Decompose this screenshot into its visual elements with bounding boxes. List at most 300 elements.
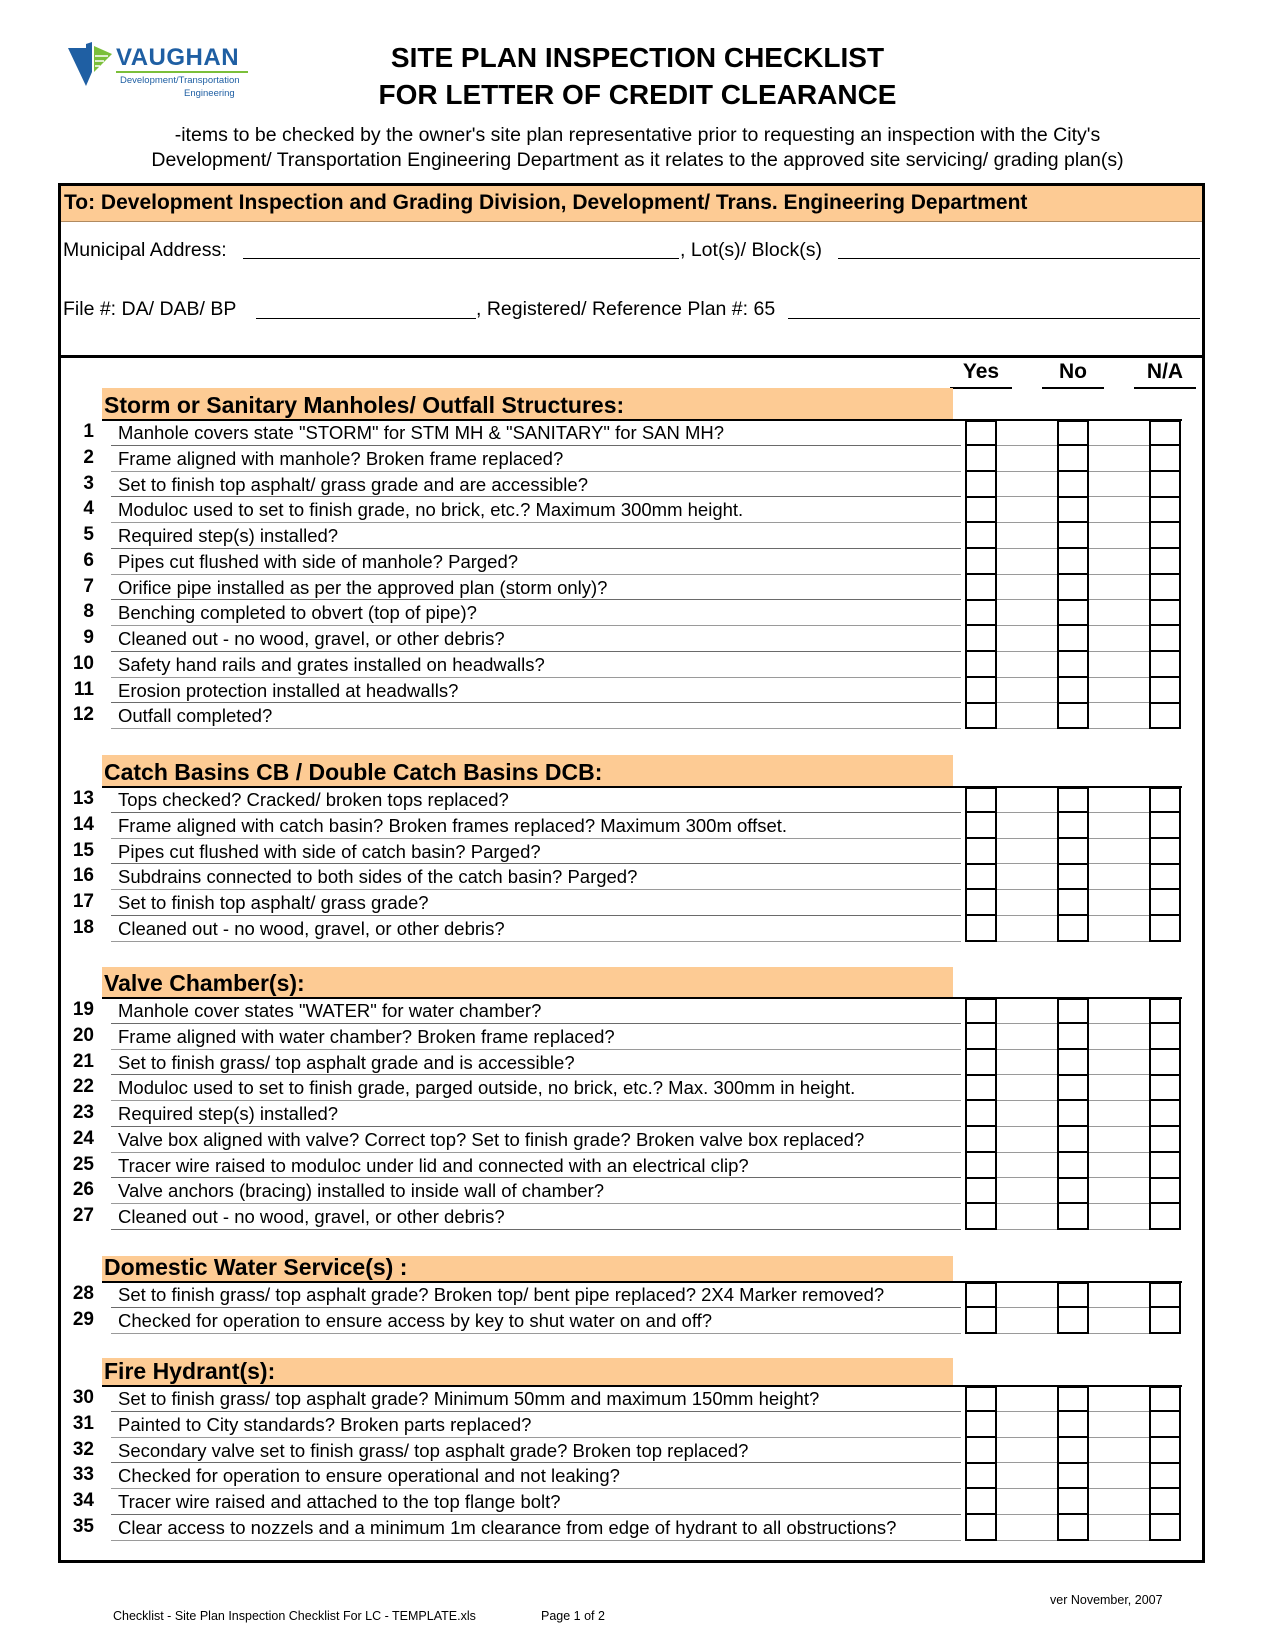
checkbox-no[interactable] [1057,1050,1089,1076]
checkbox-grid-top [953,1281,1182,1283]
item-text: Set to finish top asphalt/ grass grade and are accessible? [118,473,588,495]
checkbox-na[interactable] [1149,626,1181,652]
row-divider [111,1229,961,1230]
checkbox-gap-divider [1089,1540,1149,1541]
checkbox-no[interactable] [1057,1178,1089,1204]
checkbox-no[interactable] [1057,549,1089,575]
checkbox-gap-divider [997,1203,1057,1204]
checkbox-yes[interactable] [965,600,997,626]
item-text: Pipes cut flushed with side of manhole? Parged? [118,550,519,572]
row-divider [111,1437,961,1438]
item-number: 16 [72,865,94,887]
row-divider [111,1488,961,1489]
checkbox-grid-top [953,786,1182,788]
checkbox-gap-divider [1089,1307,1149,1308]
item-number: 30 [72,1387,94,1408]
checkbox-gap-divider [997,1152,1057,1153]
checkbox-no[interactable] [1057,1515,1089,1541]
checkbox-gap-divider [1089,522,1149,523]
checkbox-no[interactable] [1057,998,1089,1024]
item-text: Frame aligned with water chamber? Broken frame replaced? [118,1025,615,1047]
checkbox-gap-divider [1089,1488,1149,1489]
checkbox-gap-divider [997,1540,1057,1541]
row-divider [111,702,961,703]
checkbox-no[interactable] [1057,1101,1089,1127]
checkbox-gap-divider [997,1462,1057,1463]
page-title-line2: FOR LETTER OF CREDIT CLEARANCE [378,79,897,110]
checkbox-yes[interactable] [965,575,997,601]
item-number: 2 [83,446,94,468]
row-divider [111,1049,961,1050]
checkbox-no[interactable] [1057,575,1089,601]
row-divider [111,812,961,813]
checkbox-no[interactable] [1057,1204,1089,1230]
item-number: 29 [72,1308,94,1330]
item-number: 12 [72,704,94,726]
item-text: Set to finish grass/ top asphalt grade? Minimum 50mm and maximum 150mm height? [118,1388,820,1409]
section-title: Fire Hydrant(s): [104,1358,276,1384]
item-number: 33 [72,1464,94,1486]
checkbox-yes[interactable] [965,1463,997,1489]
item-number: 7 [83,575,94,597]
checkbox-na[interactable] [1149,1308,1181,1334]
checkbox-yes[interactable] [965,1153,997,1179]
checkbox-na[interactable] [1149,1515,1181,1541]
row-divider [111,1514,961,1515]
item-number: 14 [72,813,94,835]
row-divider [111,863,961,864]
checkbox-gap-divider [1089,1074,1149,1075]
checkbox-na[interactable] [1149,813,1181,839]
checkbox-gap-divider [997,1229,1057,1230]
checkbox-yes[interactable] [965,1412,997,1438]
checkbox-yes[interactable] [965,1282,997,1308]
section-title: Domestic Water Service(s) : [104,1254,408,1280]
checkbox-gap-divider [1089,941,1149,942]
checkbox-yes[interactable] [965,497,997,523]
item-number: 11 [73,678,94,700]
to-line: To: Development Inspection and Grading Division, Development/ Trans. Engineering Department [64,191,1028,214]
item-text: Secondary valve set to finish grass/ top asphalt grade? Broken top replaced? [118,1439,749,1461]
checkbox-na[interactable] [1149,523,1181,549]
row-divider [111,522,961,523]
item-number: 26 [72,1179,94,1201]
checkbox-na[interactable] [1149,703,1181,729]
checkbox-na[interactable] [1149,446,1181,472]
checkbox-yes[interactable] [965,1386,997,1412]
checkbox-gap-divider [997,941,1057,942]
checkbox-na[interactable] [1149,420,1181,446]
item-text: Set to finish grass/ top asphalt grade? Broken top/ bent pipe replaced? 2X4 Marker removed? [118,1284,885,1305]
checkbox-no[interactable] [1057,1386,1089,1412]
checkbox-na[interactable] [1149,1153,1181,1179]
checkbox-gap-divider [997,702,1057,703]
item-text: Painted to City standards? Broken parts replaced? [118,1413,532,1435]
municipal-address-label: Municipal Address: [63,239,227,261]
checkbox-no[interactable] [1057,652,1089,678]
checkbox-gap-divider [1089,548,1149,549]
item-text: Tracer wire raised and attached to the top flange bolt? [118,1491,561,1512]
checkbox-na[interactable] [1149,916,1181,942]
item-number: 17 [72,891,94,912]
checkbox-no[interactable] [1057,1153,1089,1179]
checkbox-gap-divider [997,1049,1057,1050]
row-divider [111,1203,961,1204]
item-text: Pipes cut flushed with side of catch basin? Parged? [118,840,541,862]
checkbox-yes[interactable] [965,1024,997,1050]
checkbox-no[interactable] [1057,497,1089,523]
checkbox-no[interactable] [1057,446,1089,472]
item-text: Cleaned out - no wood, gravel, or other debris? [118,628,505,649]
item-text: Valve anchors (bracing) installed to inside wall of chamber? [118,1180,605,1202]
checkbox-gap-divider [1089,625,1149,626]
checkbox-grid-top [953,997,1182,999]
checkbox-yes[interactable] [965,446,997,472]
item-text: Orifice pipe installed as per the approved plan (storm only)? [118,576,608,598]
checkbox-gap-divider [997,915,1057,916]
checkbox-gap-divider [1089,1126,1149,1127]
checkbox-gap-divider [997,1023,1057,1024]
row-divider [111,1152,961,1153]
checkbox-gap-divider [997,1177,1057,1178]
checkbox-gap-divider [1089,1177,1149,1178]
row-divider [111,1023,961,1024]
item-text: Set to finish top asphalt/ grass grade? [118,892,429,913]
checkbox-na[interactable] [1149,1438,1181,1464]
checkbox-gap-divider [997,625,1057,626]
checkbox-no[interactable] [1057,864,1089,890]
checkbox-gap-divider [997,1333,1057,1334]
item-number: 31 [72,1412,94,1434]
row-divider [111,1411,961,1412]
checkbox-no[interactable] [1057,787,1089,813]
checkbox-no[interactable] [1057,916,1089,942]
item-text: Cleaned out - no wood, gravel, or other debris? [118,917,505,939]
checkbox-no[interactable] [1057,600,1089,626]
row-divider [111,1126,961,1127]
checkbox-yes[interactable] [965,1050,997,1076]
row-divider [111,496,961,497]
checkbox-grid-top [953,1385,1182,1387]
section-title: Catch Basins CB / Double Catch Basins DCB: [104,759,603,785]
logo-dept-line1: Development/Transportation [120,75,240,86]
row-divider [111,1074,961,1075]
checkbox-grid-top [953,419,1182,421]
item-text: Subdrains connected to both sides of the catch basin? Parged? [118,866,638,888]
checkbox-gap-divider [997,651,1057,652]
item-text: Cleaned out - no wood, gravel, or other debris? [118,1206,505,1227]
checkbox-gap-divider [997,1411,1057,1412]
row-divider [111,625,961,626]
lot-block-label: , Lot(s)/ Block(s) [680,239,822,261]
checkbox-no[interactable] [1057,1463,1089,1489]
checkbox-na[interactable] [1149,1127,1181,1153]
item-number: 35 [72,1515,94,1537]
checkbox-gap-divider [1089,574,1149,575]
item-number: 15 [72,839,94,861]
row-divider [111,651,961,652]
item-text: Frame aligned with manhole? Broken frame replaced? [118,447,564,469]
checkbox-no[interactable] [1057,1489,1089,1515]
row-divider [111,941,961,942]
checkbox-na[interactable] [1149,549,1181,575]
checkbox-na[interactable] [1149,652,1181,678]
checkbox-no[interactable] [1057,1075,1089,1101]
item-number: 27 [72,1205,94,1226]
checkbox-gap-divider [997,445,1057,446]
checkbox-gap-divider [997,1488,1057,1489]
checkbox-yes[interactable] [965,1515,997,1541]
checkbox-yes[interactable] [965,1178,997,1204]
checkbox-na[interactable] [1149,1412,1181,1438]
column-no-underline [1042,387,1104,389]
row-divider [111,599,961,600]
checkbox-no[interactable] [1057,1282,1089,1308]
row-divider [111,445,961,446]
checkbox-no[interactable] [1057,839,1089,865]
checkbox-gap-divider [1089,812,1149,813]
checkbox-gap-divider [1089,863,1149,864]
item-number: 4 [83,498,94,520]
version-note: ver November, 2007 [1050,1593,1163,1607]
checkbox-no[interactable] [1057,1438,1089,1464]
checkbox-gap-divider [1089,1100,1149,1101]
checkbox-gap-divider [997,838,1057,839]
checkbox-gap-divider [1089,1023,1149,1024]
checkbox-gap-divider [1089,651,1149,652]
item-number: 28 [72,1283,94,1304]
item-text: Erosion protection installed at headwalls? [118,679,459,701]
item-number: 21 [72,1050,94,1072]
item-text: Required step(s) installed? [118,1103,339,1124]
checkbox-yes[interactable] [965,1101,997,1127]
checkbox-gap-divider [997,1307,1057,1308]
subtitle-line2: Development/ Transportation Engineering Department as it relates to the approved site servicing/ grading plan(s) [151,149,1124,171]
checkbox-na[interactable] [1149,1024,1181,1050]
row-divider [111,1177,961,1178]
checkbox-gap-divider [1089,1229,1149,1230]
row-divider [111,728,961,729]
checkbox-gap-divider [997,1074,1057,1075]
checkbox-no[interactable] [1057,890,1089,916]
checkbox-gap-divider [1089,728,1149,729]
item-number: 13 [72,788,94,809]
checkbox-gap-divider [1089,599,1149,600]
checkbox-no[interactable] [1057,703,1089,729]
checkbox-yes[interactable] [965,626,997,652]
checkbox-no[interactable] [1057,813,1089,839]
column-yes: Yes [962,360,1000,383]
checkbox-yes[interactable] [965,678,997,704]
checkbox-no[interactable] [1057,1024,1089,1050]
checkbox-na[interactable] [1149,497,1181,523]
item-text: Safety hand rails and grates installed on headwalls? [118,653,545,675]
item-text: Required step(s) installed? [118,525,339,546]
checkbox-gap-divider [1089,915,1149,916]
row-divider [111,1307,961,1308]
checkbox-yes[interactable] [965,703,997,729]
item-text: Manhole covers state "STORM" for STM MH & "SANITARY" for SAN MH? [118,422,725,443]
row-divider [111,889,961,890]
section-title: Storm or Sanitary Manholes/ Outfall Structures: [104,392,625,418]
item-number: 23 [72,1102,94,1123]
column-na-underline [1134,387,1196,389]
item-number: 10 [72,652,94,674]
reference-plan-field[interactable] [788,318,1200,319]
checkbox-gap-divider [1089,677,1149,678]
file-number-field[interactable] [256,318,476,319]
item-number: 20 [72,1024,94,1046]
checkbox-na[interactable] [1149,1282,1181,1308]
item-text: Checked for operation to ensure operational and not leaking? [118,1465,620,1487]
checkbox-yes[interactable] [965,1489,997,1515]
item-text: Valve box aligned with valve? Correct top? Set to finish grade? Broken valve box replaced? [118,1128,865,1150]
checkbox-na[interactable] [1149,1178,1181,1204]
checkbox-gap-divider [997,812,1057,813]
checkbox-na[interactable] [1149,1050,1181,1076]
checkbox-gap-divider [997,1437,1057,1438]
checkbox-no[interactable] [1057,626,1089,652]
checkbox-gap-divider [997,548,1057,549]
checkbox-gap-divider [997,1126,1057,1127]
item-number: 6 [83,549,94,571]
checkbox-gap-divider [997,728,1057,729]
checkbox-na[interactable] [1149,472,1181,498]
checkbox-yes[interactable] [965,864,997,890]
checkbox-yes[interactable] [965,523,997,549]
checkbox-na[interactable] [1149,890,1181,916]
checkbox-na[interactable] [1149,1463,1181,1489]
item-number: 9 [83,627,94,648]
item-text: Tops checked? Cracked/ broken tops replaced? [118,789,509,810]
item-text: Benching completed to obvert (top of pipe)? [118,602,477,624]
checkbox-yes[interactable] [965,1075,997,1101]
item-number: 22 [72,1076,94,1098]
item-number: 25 [72,1153,94,1175]
checkbox-yes[interactable] [965,420,997,446]
checkbox-na[interactable] [1149,998,1181,1024]
checkbox-gap-divider [1089,496,1149,497]
checkbox-no[interactable] [1057,1127,1089,1153]
checkbox-gap-divider [1089,445,1149,446]
checkbox-na[interactable] [1149,1101,1181,1127]
checkbox-yes[interactable] [965,472,997,498]
checkbox-no[interactable] [1057,523,1089,549]
checkbox-gap-divider [1089,1049,1149,1050]
row-divider [111,1540,961,1541]
item-number: 32 [72,1438,94,1460]
checkbox-gap-divider [1089,1514,1149,1515]
row-divider [111,1333,961,1334]
checkbox-gap-divider [1089,471,1149,472]
row-divider [111,915,961,916]
logo-brand: VAUGHAN [116,44,240,71]
column-na: N/A [1146,360,1184,383]
item-text: Set to finish grass/ top asphalt grade and is accessible? [118,1051,575,1073]
checkbox-gap-divider [1089,702,1149,703]
checkbox-yes[interactable] [965,1438,997,1464]
checkbox-na[interactable] [1149,678,1181,704]
checkbox-na[interactable] [1149,864,1181,890]
checkbox-gap-divider [997,1514,1057,1515]
item-number: 24 [72,1127,94,1149]
checkbox-gap-divider [997,1100,1057,1101]
checkbox-gap-divider [1089,1333,1149,1334]
row-divider [111,1100,961,1101]
item-number: 8 [83,601,94,623]
item-number: 34 [72,1490,94,1511]
item-text: Manhole cover states "WATER" for water chamber? [118,1000,542,1021]
checkbox-no[interactable] [1057,420,1089,446]
checkbox-gap-divider [1089,1462,1149,1463]
checkbox-no[interactable] [1057,1308,1089,1334]
checkbox-no[interactable] [1057,1412,1089,1438]
row-divider [111,548,961,549]
checkbox-na[interactable] [1149,1204,1181,1230]
checkbox-yes[interactable] [965,549,997,575]
item-number: 5 [83,524,94,545]
checkbox-gap-divider [1089,838,1149,839]
checkbox-gap-divider [1089,1152,1149,1153]
footer-filename: Checklist - Site Plan Inspection Checklist For LC - TEMPLATE.xls [113,1609,476,1623]
checkbox-gap-divider [997,599,1057,600]
row-divider [111,838,961,839]
checkbox-yes[interactable] [965,1204,997,1230]
checkbox-no[interactable] [1057,472,1089,498]
item-text: Moduloc used to set to finish grade, parged outside, no brick, etc.? Max. 300mm in height. [118,1077,856,1099]
checkbox-yes[interactable] [965,839,997,865]
checkbox-gap-divider [997,471,1057,472]
logo-dept-line2: Engineering [184,88,235,99]
form-separator [61,355,1202,358]
page-title-line1: SITE PLAN INSPECTION CHECKLIST [390,42,885,73]
item-number: 18 [72,916,94,938]
checkbox-yes[interactable] [965,998,997,1024]
column-yes-underline [950,387,1012,389]
checkbox-gap-divider [1089,1411,1149,1412]
item-text: Frame aligned with catch basin? Broken frames replaced? Maximum 300m offset. [118,814,788,836]
checkbox-na[interactable] [1149,1386,1181,1412]
subtitle-line1: -items to be checked by the owner's site plan representative prior to requesting an inspection with the City's [174,124,1101,146]
row-divider [111,1462,961,1463]
checkbox-na[interactable] [1149,575,1181,601]
row-divider [111,471,961,472]
item-number: 1 [83,421,94,442]
checkbox-yes[interactable] [965,1308,997,1334]
checkbox-gap-divider [1089,1437,1149,1438]
lot-block-field[interactable] [838,258,1200,259]
checkbox-gap-divider [997,889,1057,890]
item-text: Clear access to nozzels and a minimum 1m clearance from edge of hydrant to all obstructions? [118,1516,897,1538]
municipal-address-field[interactable] [243,258,679,259]
checkbox-yes[interactable] [965,1127,997,1153]
checkbox-yes[interactable] [965,916,997,942]
checkbox-no[interactable] [1057,678,1089,704]
checkbox-na[interactable] [1149,1075,1181,1101]
checkbox-yes[interactable] [965,813,997,839]
checkbox-yes[interactable] [965,890,997,916]
checkbox-yes[interactable] [965,787,997,813]
checkbox-na[interactable] [1149,839,1181,865]
column-no: No [1059,360,1087,383]
file-number-label: File #: DA/ DAB/ BP [63,298,237,320]
checkbox-na[interactable] [1149,1489,1181,1515]
checkbox-na[interactable] [1149,600,1181,626]
checkbox-yes[interactable] [965,652,997,678]
item-number: 19 [72,999,94,1020]
checkbox-na[interactable] [1149,787,1181,813]
item-text: Moduloc used to set to finish grade, no brick, etc.? Maximum 300mm height. [118,499,744,521]
